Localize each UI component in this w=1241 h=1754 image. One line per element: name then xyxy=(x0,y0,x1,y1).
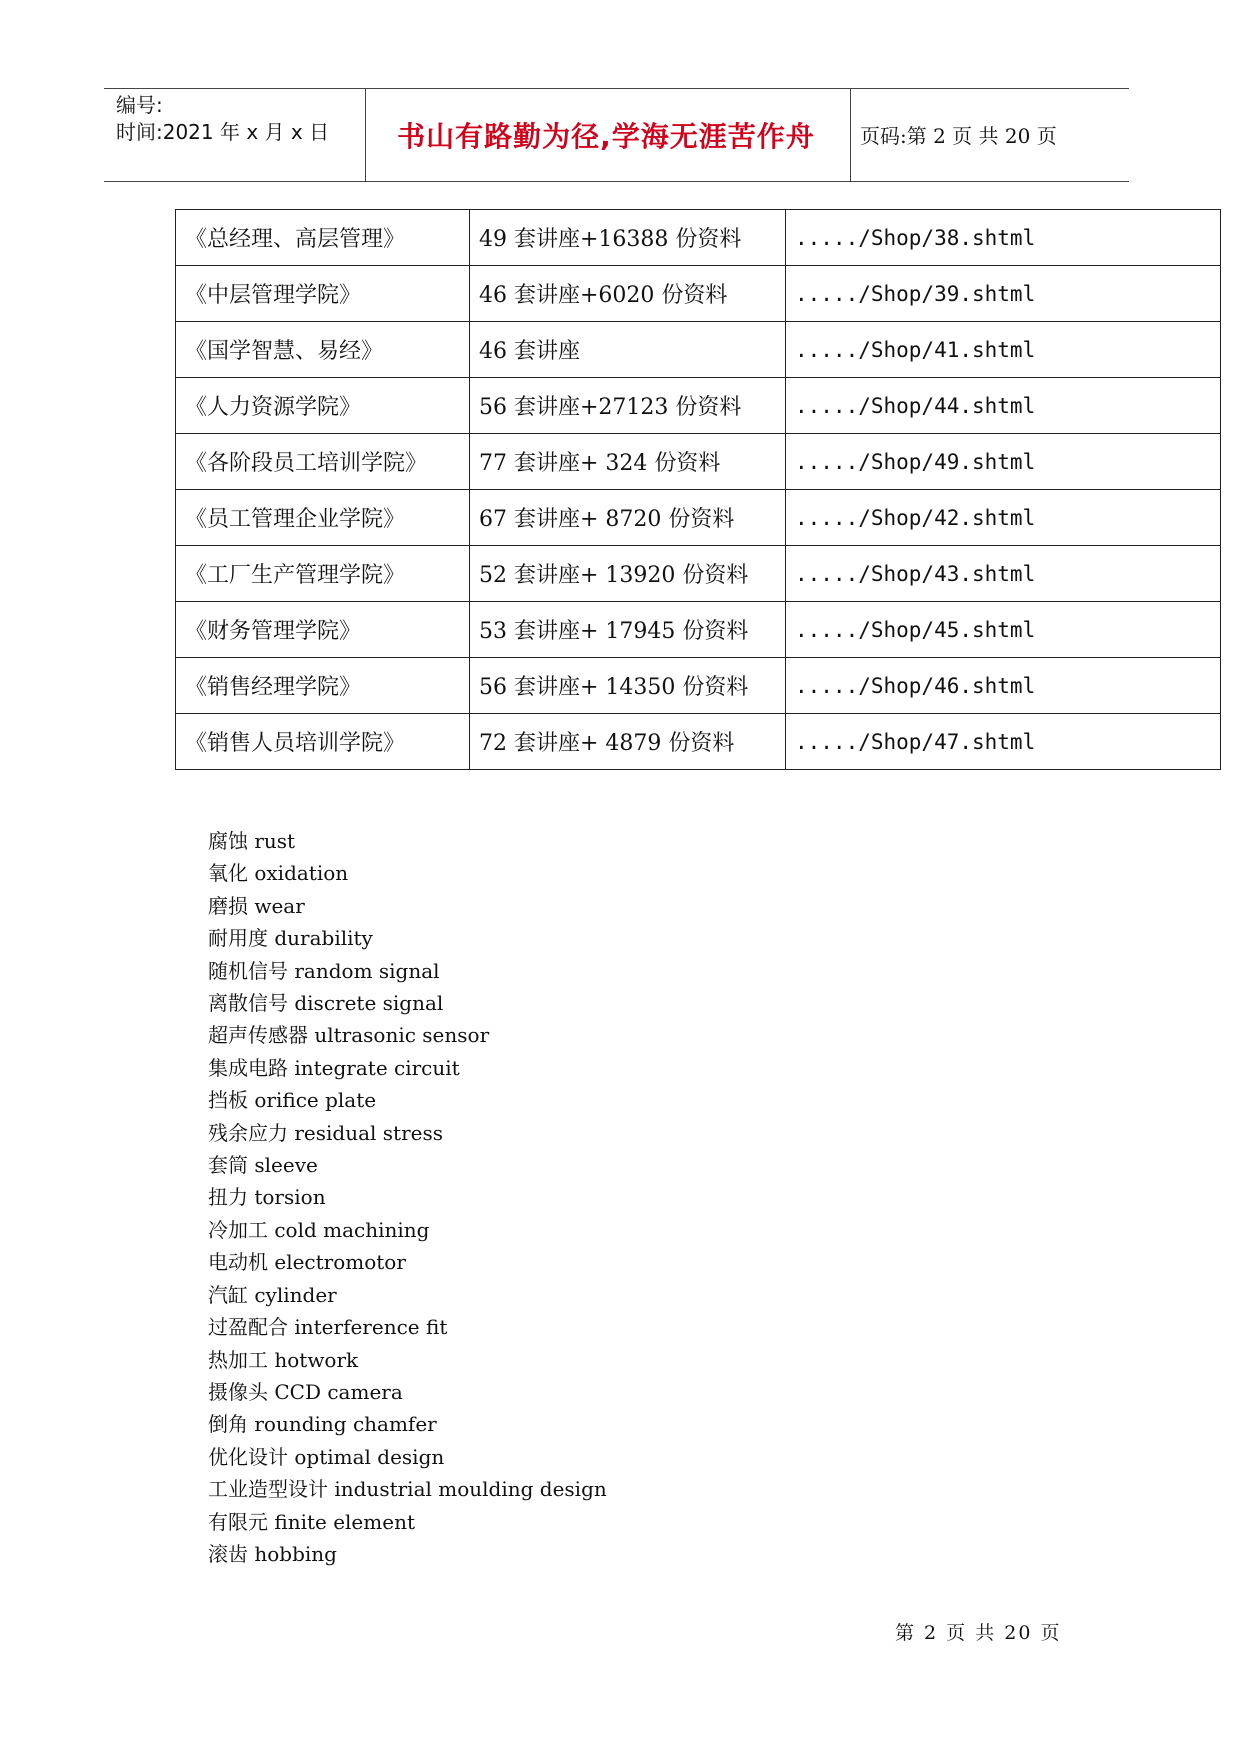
glossary-term: 残余应力 residual stress xyxy=(208,1120,443,1145)
table-row xyxy=(176,714,1221,770)
course-content-cell: 46 套讲座+6020 份资料 xyxy=(470,266,786,322)
glossary-term: 摄像头 CCD camera xyxy=(208,1379,403,1404)
glossary-term: 扭力 torsion xyxy=(208,1185,326,1210)
glossary-term: 过盈配合 interference fit xyxy=(208,1315,448,1340)
course-content-cell: 56 套讲座+27123 份资料 xyxy=(470,378,786,434)
glossary-term: 氧化 oxidation xyxy=(208,861,349,886)
header-number-label: 编号: xyxy=(116,93,163,117)
glossary-term: 工业造型设计 industrial moulding design xyxy=(208,1477,607,1502)
glossary-term: 耐用度 durability xyxy=(208,926,373,951)
course-content-cell: 56 套讲座+ 14350 份资料 xyxy=(470,658,786,714)
course-content-cell: 53 套讲座+ 17945 份资料 xyxy=(470,602,786,658)
course-link-cell[interactable]: ...../Shop/41.shtml xyxy=(786,322,1221,378)
table-row xyxy=(176,266,1221,322)
course-link-cell[interactable]: ...../Shop/42.shtml xyxy=(786,490,1221,546)
glossary-term: 倒角 rounding chamfer xyxy=(208,1412,437,1437)
course-name-cell: 《国学智慧、易经》 xyxy=(176,322,470,378)
course-name-cell: 《各阶段员工培训学院》 xyxy=(176,434,470,490)
glossary-term: 超声传感器 ultrasonic sensor xyxy=(208,1023,490,1048)
table-row xyxy=(176,546,1221,602)
course-name-cell: 《总经理、高层管理》 xyxy=(176,210,470,266)
glossary-term: 汽缸 cylinder xyxy=(208,1282,337,1307)
course-content-cell: 46 套讲座 xyxy=(470,322,786,378)
header-motto: 书山有路勤为径,学海无涯苦作舟 xyxy=(397,119,815,153)
header-meta xyxy=(116,92,361,146)
glossary-term: 随机信号 random signal xyxy=(208,958,440,983)
table-row xyxy=(176,434,1221,490)
course-link-cell[interactable]: ...../Shop/38.shtml xyxy=(786,210,1221,266)
course-name-cell: 《销售人员培训学院》 xyxy=(176,714,470,770)
header-page-info: 页码:第 2 页 共 20 页 xyxy=(860,124,1057,148)
glossary-term: 腐蚀 rust xyxy=(208,829,296,853)
course-link-cell[interactable]: ...../Shop/47.shtml xyxy=(786,714,1221,770)
glossary-list xyxy=(208,825,607,1570)
footer-page-number: 第 2 页 共 20 页 xyxy=(895,1622,1062,1644)
table-row xyxy=(176,658,1221,714)
glossary-term: 电动机 electromotor xyxy=(208,1250,406,1275)
header-divider-right xyxy=(850,88,851,181)
course-content-cell: 77 套讲座+ 324 份资料 xyxy=(470,434,786,490)
glossary-term: 优化设计 optimal design xyxy=(208,1444,445,1469)
course-table xyxy=(175,209,1221,770)
course-content-cell: 72 套讲座+ 4879 份资料 xyxy=(470,714,786,770)
course-link-cell[interactable]: ...../Shop/43.shtml xyxy=(786,546,1221,602)
header-bottom-rule xyxy=(104,181,1129,182)
table-row xyxy=(176,322,1221,378)
glossary-term: 热加工 hotwork xyxy=(208,1347,359,1372)
course-link-cell[interactable]: ...../Shop/44.shtml xyxy=(786,378,1221,434)
glossary-term: 离散信号 discrete signal xyxy=(208,991,444,1016)
header-time-label: 时间:2021 年 x 月 x 日 xyxy=(116,120,330,144)
course-name-cell: 《中层管理学院》 xyxy=(176,266,470,322)
course-name-cell: 《人力资源学院》 xyxy=(176,378,470,434)
table-row xyxy=(176,378,1221,434)
course-link-cell[interactable]: ...../Shop/39.shtml xyxy=(786,266,1221,322)
glossary-term: 冷加工 cold machining xyxy=(208,1217,430,1242)
course-link-cell[interactable]: ...../Shop/45.shtml xyxy=(786,602,1221,658)
glossary-term: 集成电路 integrate circuit xyxy=(208,1055,460,1080)
course-name-cell: 《销售经理学院》 xyxy=(176,658,470,714)
course-link-cell[interactable]: ...../Shop/46.shtml xyxy=(786,658,1221,714)
course-content-cell: 67 套讲座+ 8720 份资料 xyxy=(470,490,786,546)
table-row xyxy=(176,490,1221,546)
course-name-cell: 《员工管理企业学院》 xyxy=(176,490,470,546)
course-name-cell: 《财务管理学院》 xyxy=(176,602,470,658)
glossary-term: 磨损 wear xyxy=(208,893,305,918)
course-name-cell: 《工厂生产管理学院》 xyxy=(176,546,470,602)
glossary-term: 套筒 sleeve xyxy=(208,1153,318,1178)
table-row xyxy=(176,602,1221,658)
glossary-term: 滚齿 hobbing xyxy=(208,1541,337,1566)
glossary-term: 挡板 orifice plate xyxy=(208,1088,377,1113)
course-content-cell: 52 套讲座+ 13920 份资料 xyxy=(470,546,786,602)
glossary-term: 有限元 finite element xyxy=(208,1509,415,1534)
table-row xyxy=(176,210,1221,266)
course-content-cell: 49 套讲座+16388 份资料 xyxy=(470,210,786,266)
course-table-body xyxy=(176,210,1221,770)
course-link-cell[interactable]: ...../Shop/49.shtml xyxy=(786,434,1221,490)
